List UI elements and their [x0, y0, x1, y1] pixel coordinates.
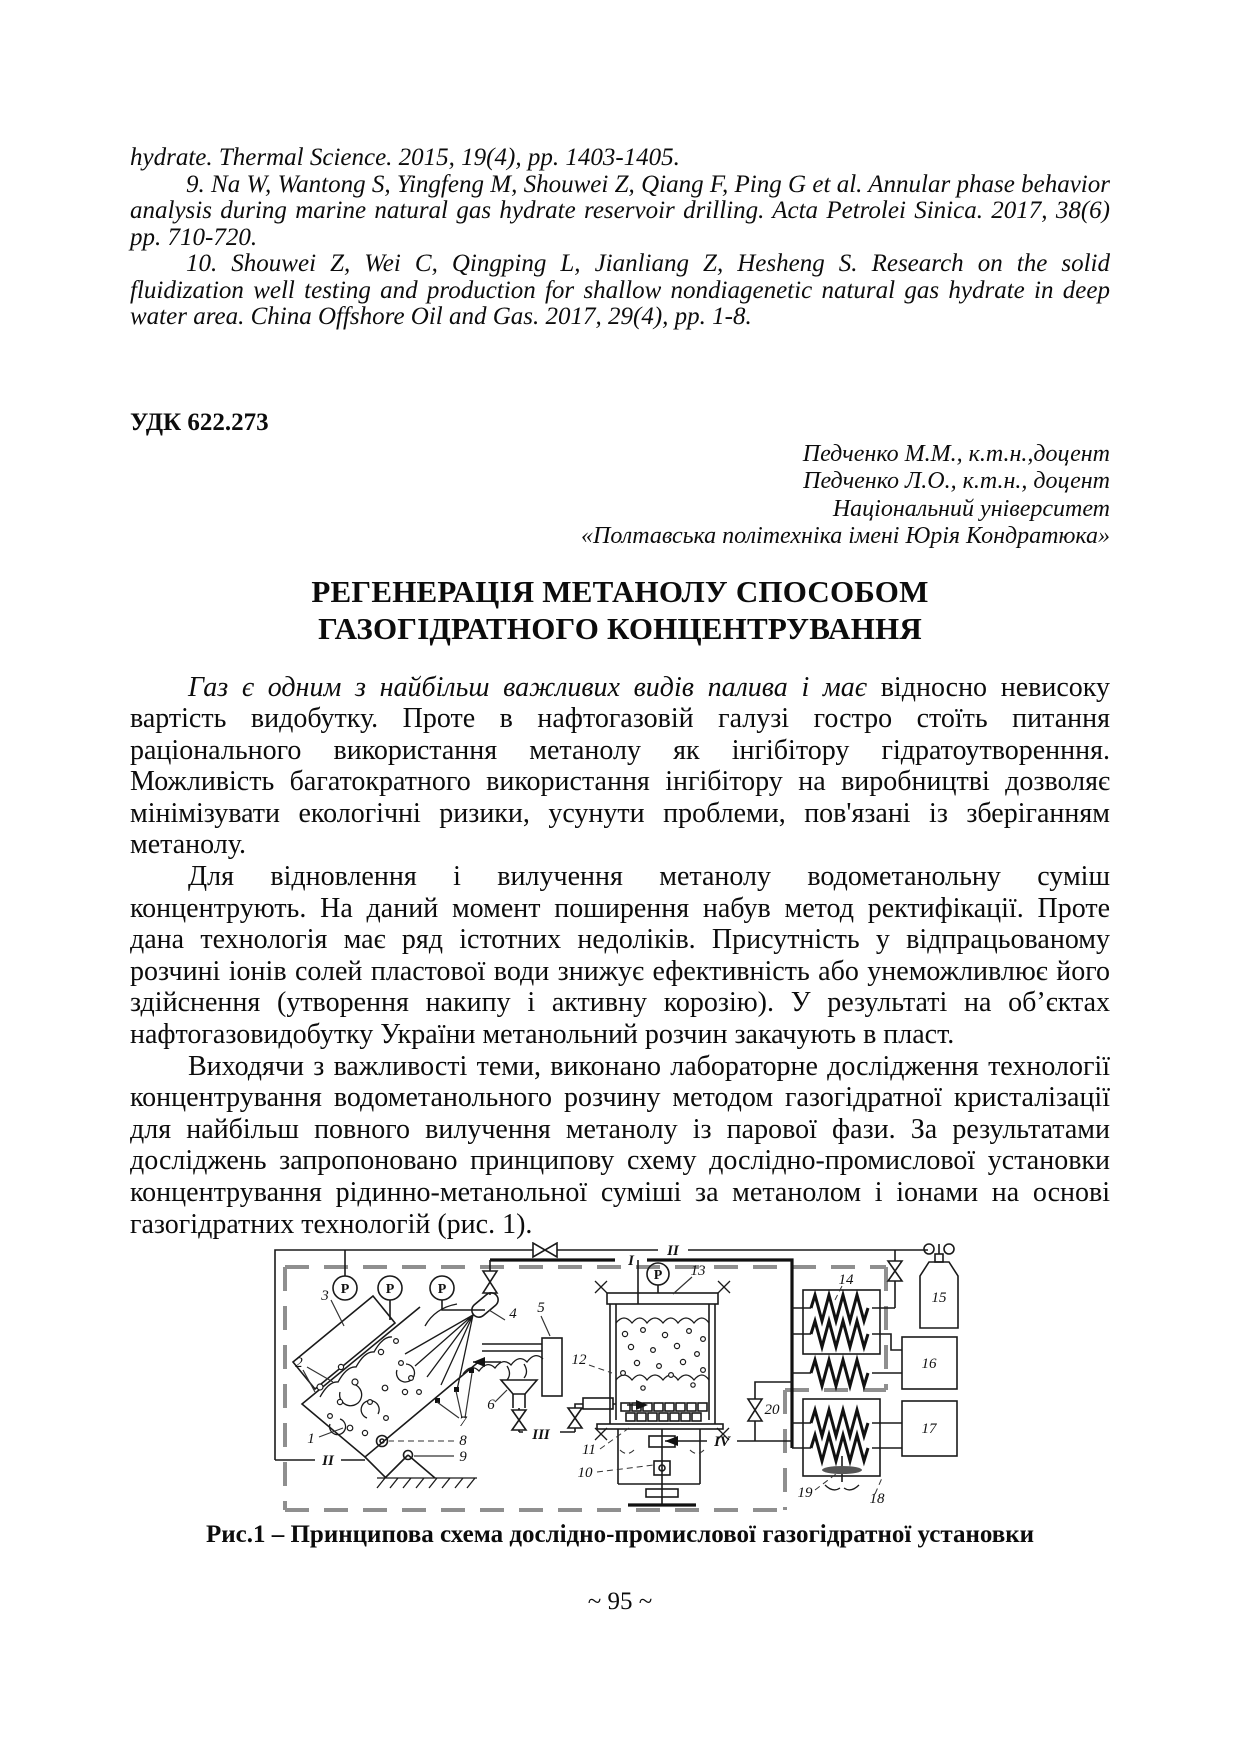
- paragraph-lead-italic: Газ є одним з найбільш важливих видів палива і має: [188, 671, 868, 703]
- paragraph: [130, 672, 1110, 862]
- figure-label-p: P: [437, 1282, 447, 1298]
- valve-icon: [512, 1410, 526, 1430]
- figure-label-15: 15: [931, 1290, 947, 1307]
- figure-label-9: 9: [459, 1449, 467, 1466]
- figure-label-12: 12: [571, 1352, 587, 1369]
- feed-pump: [583, 1398, 613, 1409]
- figure-label-10: 10: [577, 1465, 593, 1482]
- figure-label-p: P: [653, 1268, 663, 1284]
- figure-schematic: [245, 1242, 970, 1514]
- page-number: ~ 95 ~: [587, 1588, 653, 1616]
- figure-label-5: 5: [537, 1300, 545, 1317]
- impeller: [822, 1466, 862, 1474]
- vessel-lid: [607, 1293, 718, 1304]
- figure-label-p: P: [340, 1282, 350, 1298]
- figure-label-4: 4: [509, 1306, 517, 1323]
- figure-label-2: 2: [295, 1355, 303, 1372]
- reference-entry: 10. Shouwei Z, Wei C, Qingping L, Jianliang Z, Hesheng S. Research on the solid fluidization well testing and production for shallow nondiagenetic natural gas hydrate in deep water area. China Offshore Oil and Gas. 2017, 29(4), pp. 1-8.: [130, 250, 1110, 330]
- pressure-gauge: [333, 1250, 357, 1300]
- pressure-gauge: [378, 1276, 402, 1320]
- figure-label-stream-i: I: [628, 1253, 634, 1270]
- figure-label-13: 13: [690, 1263, 706, 1280]
- valve-icon: [533, 1243, 557, 1257]
- figure-label-18: 18: [869, 1491, 885, 1508]
- figure-label-16: 16: [921, 1356, 937, 1373]
- figure-label-7: 7: [459, 1414, 467, 1431]
- page-content: [130, 0, 1110, 1616]
- figure-label-stream-iii: III: [532, 1427, 550, 1444]
- figure-label-p: P: [385, 1282, 395, 1298]
- figure-label-stream-ii: II: [667, 1243, 679, 1260]
- paragraph-text: відносно невисоку вартість видобутку. Проте в нафтогазовій галузі гостро стоїть питання раціонального використання метанолу як інгібітору гідратоутворенння. Можливість багатократного використання інгібітору на виробництві дозволяє мінімізувати екологічні ризики, усунути проблеми, пов'язані із зберіганням метанолу.: [130, 671, 1110, 861]
- author-line: Педченко М.М., к.т.н.,доцент: [802, 440, 1110, 467]
- gas-cylinder: [920, 1244, 958, 1328]
- figure-label-stream-iv: IV: [714, 1434, 730, 1451]
- figure-label-19: 19: [797, 1485, 813, 1502]
- valve-icon: [483, 1271, 497, 1293]
- ground-hatching: [377, 1478, 477, 1488]
- figure-label-14: 14: [838, 1272, 854, 1289]
- affiliation-line: Національний університет: [832, 495, 1110, 522]
- separator-block: [542, 1338, 562, 1396]
- figure-caption: Рис.1 – Принципова схема дослідно-промислової газогідратної установки: [205, 1521, 1035, 1549]
- paragraph: Виходячи з важливості теми, виконано лабораторне дослідження технології концентрування водометанольного розчину методом газогідратної кристалізації для найбільш повного вилучення метанолу із парової фази. За результатами досліджень запропоновано принципову схему дослідно-промислової установки концентрування рідинно-метанольної суміші за метанолом і іонами на основі газогідратних технологій (рис. 1).: [130, 1050, 1110, 1240]
- author-line: Педченко Л.О., к.т.н., доцент: [803, 468, 1110, 494]
- paragraph: Для відновлення і вилучення метанолу водометанольну суміш концентрують. На даний момент поширення набув метод ректифікації. Проте дана технологія має ряд істотних недоліків. Присутність у відпрацьованому розчині іонів солей пластової води знижує ефективність або унеможливлює його здійснення (утворення накипу і активну корозію). У результаті на об’єктах нафтогазовидобутку України метанольний розчин закачують в пласт.: [130, 861, 1110, 1051]
- heat-exchanger-18: [792, 1399, 902, 1490]
- figure-label-3: 3: [321, 1288, 329, 1305]
- reference-entry: 9. Na W, Wantong S, Yingfeng M, Shouwei Z, Qiang F, Ping G et al. Annular phase behavior analysis during marine natural gas hydrate reservoir drilling. Acta Petrolei Sinica. 2017, 38(6) pp. 710-720.: [130, 170, 1110, 251]
- article-title-line2: ГАЗОГІДРАТНОГО КОНЦЕНТРУВАННЯ: [318, 610, 922, 646]
- figure-label-stream-ii: II: [322, 1453, 334, 1470]
- valve-icon: [748, 1399, 762, 1421]
- figure-label-17: 17: [921, 1421, 937, 1438]
- valve-icon: [888, 1261, 902, 1281]
- article-title: [130, 573, 1110, 647]
- separator-and-funnel: [463, 1338, 583, 1432]
- figure-label-6: 6: [487, 1397, 495, 1414]
- figure-1: [245, 1242, 970, 1514]
- article-title-line1: РЕГЕНЕРАЦІЯ МЕТАНОЛУ СПОСОБОМ: [311, 573, 929, 609]
- figure-label-1: 1: [307, 1431, 315, 1448]
- pressure-gauge: [430, 1276, 485, 1310]
- spray-jet: [405, 1315, 473, 1390]
- crystallizer-vessel: [583, 1260, 730, 1505]
- affiliation-line: «Полтавська політехніка імені Юрія Кондратюка»: [581, 523, 1110, 549]
- authors-block: [130, 441, 1110, 551]
- figure-label-20: 20: [764, 1402, 780, 1419]
- funnel: [501, 1380, 537, 1394]
- spray-nozzle: [469, 1290, 501, 1320]
- figure-label-8: 8: [459, 1433, 467, 1450]
- figure-label-11: 11: [582, 1442, 596, 1459]
- udk-code: УДК 622.273: [130, 408, 269, 436]
- reference-entry: hydrate. Thermal Science. 2015, 19(4), pp. 1403-1405.: [130, 144, 680, 171]
- valve-icon: [568, 1408, 582, 1428]
